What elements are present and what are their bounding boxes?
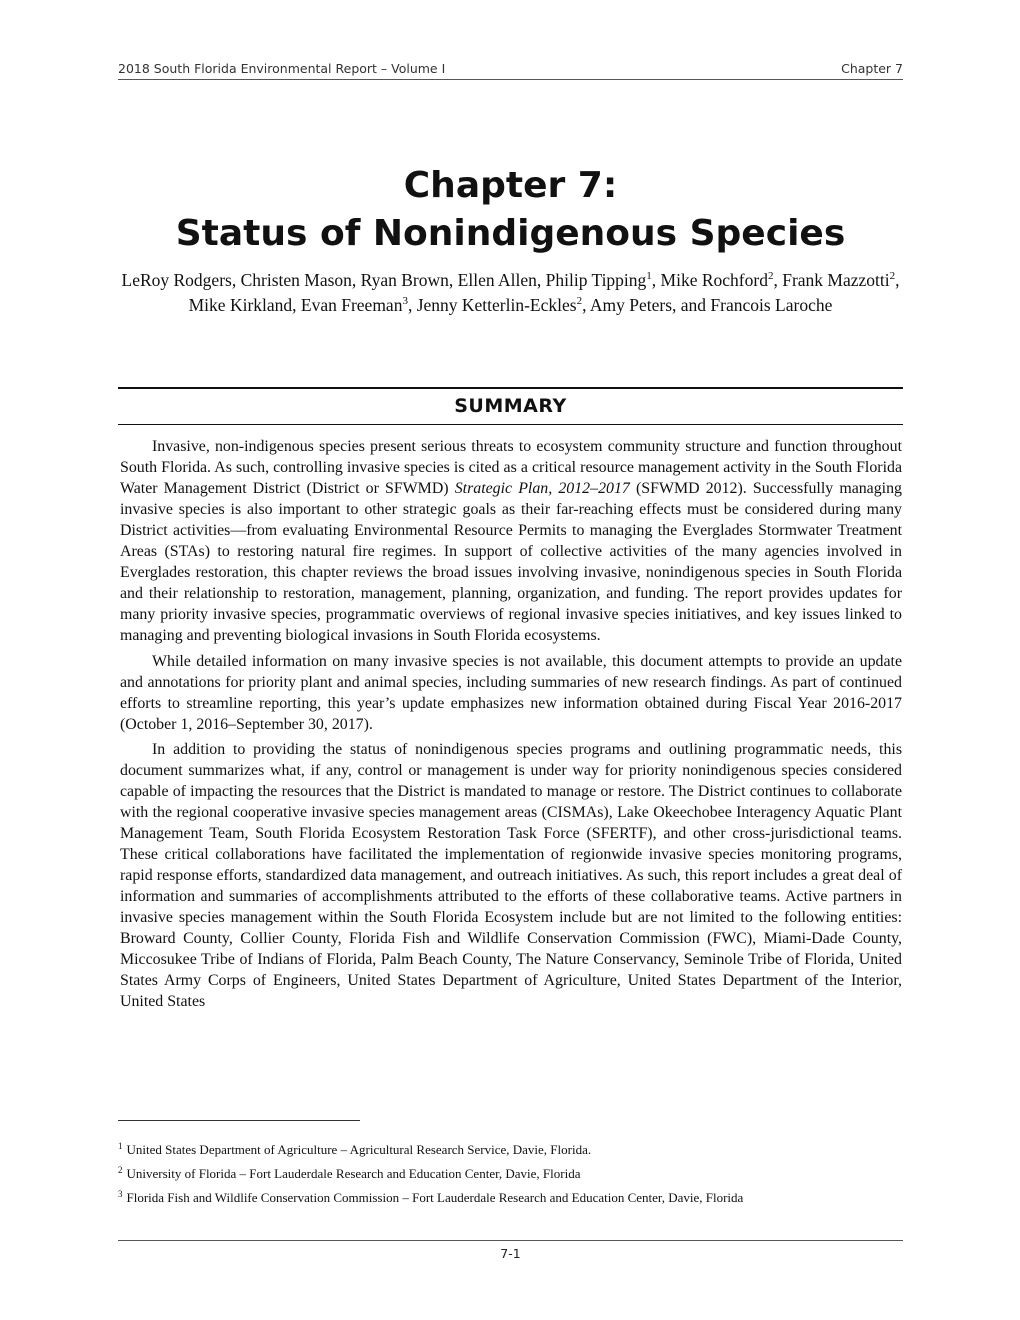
paragraph: Invasive, non-indigenous species present serious threats to ecosystem community structure and function throughout South Florida. As such, controlling invasive species is cited as a critical resource management activity in the South Florida Water Management District (District or SFWMD) Strategic Plan, 2012–2017 (SFWMD 2012). Successfully managing invasive species is also important to other strategic goals as their far-reaching effects must be considered during many District activities―from evaluating Environmental Resource Permits to managing the Everglades Stormwater Treatment Areas (STAs) to restoring natural fire regimes. In support of collective activities of the many agencies involved in Everglades restoration, this chapter reviews the broad issues involving invasive, nonindigenous species in South Florida and their relationship to restoration, management, planning, organization, and funding. The report provides updates for many priority invasive species, programmatic overviews of regional invasive species initiatives, and key issues linked to managing and preventing biological invasions in South Florida ecosystems. — [120, 438, 902, 644]
author-text: , Mike Rochford — [651, 270, 768, 290]
section-rule-top — [118, 387, 903, 389]
author-text: , Frank Mazzotti — [773, 270, 890, 290]
section-heading: SUMMARY — [454, 395, 567, 417]
paragraph: In addition to providing the status of nonindigenous species programs and outlining programmatic needs, this document summarizes what, if any, control or management is under way for priority nonindigenous species considered capable of impacting the resources that the District is mandated to manage or restore. The District continues to collaborate with the regional cooperative invasive species management areas (CISMAs), Lake Okeechobee Interagency Aquatic Plant Management Team, South Florida Ecosystem Restoration Task Force (SFERTF), and other cross-jurisdictional teams. These critical collaborations have facilitated the implementation of regionwide invasive species monitoring programs, rapid response efforts, standardized data management, and outreach initiatives. As such, this report includes a great deal of information and summaries of accomplishments attributed to the efforts of these collaborative teams. Active partners in invasive species management within the South Florida Ecosystem include but are not limited to the following entities: Broward County, Collier County, Florida Fish and Wildlife Conservation Commission (FWC), Miami-Dade County, Miccosukee Tribe of Indians of Florida, Palm Beach County, The Nature Conservancy, Seminole Tribe of Florida, United States Army Corps of Engineers, United States Department of Agriculture, United States Department of the Interior, United States — [120, 741, 902, 1010]
footnote-separator — [118, 1120, 360, 1121]
author-text: , Mike Kirkland, Evan Freeman — [188, 270, 900, 315]
paragraph: While detailed information on many invasive species is not available, this document attempts to provide an update and annotations for priority plant and animal species, including summaries of new research findings. As part of continued efforts to streamline reporting, this year’s update emphasizes new information obtained during Fiscal Year 2016-2017 (October 1, 2016–September 30, 2017). — [120, 652, 902, 733]
author-text: , Jenny Ketterlin-Eckles — [407, 294, 577, 315]
footnote: $^2$ University of Florida – Fort Lauderdale Research and Education Center, Davie, Florida — [118, 1164, 581, 1181]
header-chapter-label: Chapter 7 — [841, 61, 903, 76]
summary-body — [120, 436, 902, 1017]
chapter-title — [118, 162, 903, 258]
page-number: 7-1 — [500, 1246, 521, 1261]
author-text: , Amy Peters, and Francois Laroche — [582, 294, 833, 315]
footnote: $^3$ Florida Fish and Wildlife Conservation Commission – Fort Lauderdale Research and Education Center, Davie, Florida — [118, 1188, 744, 1205]
author-list — [118, 268, 903, 317]
plan-title: Strategic Plan, 2012–2017 — [454, 480, 630, 497]
chapter-title-line2: Status of Nonindigenous Species — [175, 213, 846, 254]
footnote-marker: 1 — [646, 270, 652, 283]
section-rule-bottom — [118, 424, 903, 425]
running-header — [118, 61, 903, 80]
footnotes — [118, 1138, 903, 1210]
footnote: $^1$ United States Department of Agriculture – Agricultural Research Service, Davie, Florida. — [118, 1140, 592, 1157]
author-text: LeRoy Rodgers, Christen Mason, Ryan Brown, Ellen Allen, Philip Tipping — [121, 270, 647, 290]
footnote-marker: 2 — [576, 294, 583, 307]
footnote-marker: 3 — [402, 294, 408, 307]
footnote-marker: 2 — [767, 270, 774, 283]
chapter-title-line1: Chapter 7: — [403, 165, 618, 206]
header-report-title: 2018 South Florida Environmental Report – Volume I — [118, 61, 446, 76]
footer-rule — [118, 1240, 903, 1241]
footnote-marker: 2 — [889, 270, 896, 283]
